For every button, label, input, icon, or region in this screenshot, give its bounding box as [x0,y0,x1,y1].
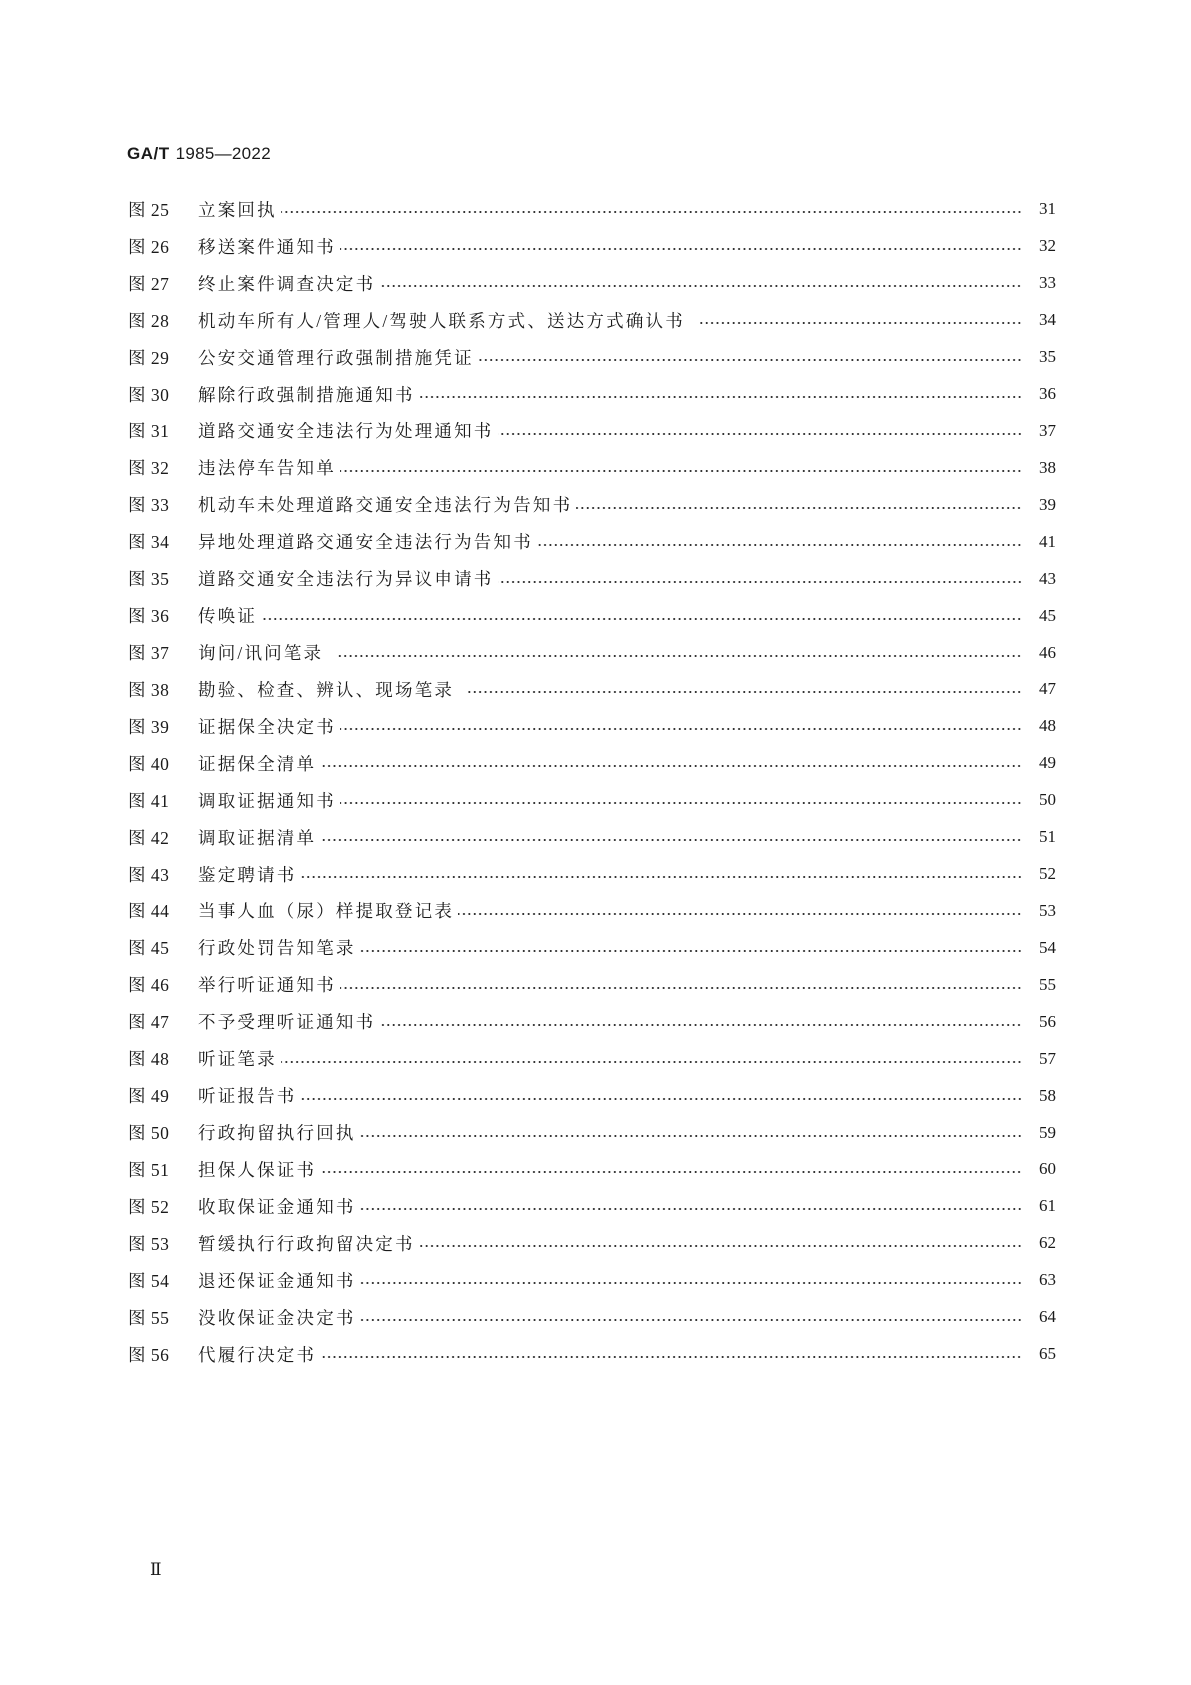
figure-title: 询问/讯问笔录 [198,643,324,664]
figure-title: 退还保证金通知书 [198,1270,356,1291]
figure-label: 图 29 [128,347,170,368]
figure-label: 图 26 [128,236,170,257]
dot-leader [360,1204,1022,1214]
toc-entry[interactable] [128,1151,1056,1188]
figure-title: 机动车未处理道路交通安全违法行为告知书 [198,495,573,516]
figure-title: 收取保证金通知书 [198,1196,356,1217]
figure-title: 听证笔录 [198,1049,277,1070]
dot-leader [537,540,1022,550]
figure-label: 图 39 [128,716,170,737]
figure-list [128,191,1056,1373]
figure-label: 图 25 [128,199,170,220]
figure-title: 不予受理听证通知书 [198,1012,376,1033]
toc-entry[interactable] [128,1040,1056,1077]
figure-title: 调取证据通知书 [198,790,336,811]
figure-label: 图 44 [128,901,170,922]
toc-entry[interactable] [128,1262,1056,1299]
figure-page-number: 33 [1039,273,1056,293]
figure-page-number: 38 [1039,457,1056,477]
figure-label: 图 38 [128,679,170,700]
dot-leader [320,1167,1022,1177]
toc-entry[interactable] [128,966,1056,1003]
toc-entry[interactable] [128,1077,1056,1114]
toc-entry[interactable] [128,1003,1056,1040]
figure-label: 图 41 [128,790,170,811]
figure-label: 图 51 [128,1159,170,1180]
figure-page-number: 54 [1039,937,1056,957]
figure-label: 图 54 [128,1270,170,1291]
figure-page-number: 41 [1039,531,1056,551]
dot-leader [301,872,1023,882]
toc-entry[interactable] [128,929,1056,966]
figure-page-number: 58 [1039,1085,1056,1105]
figure-title: 当事人血（尿）样提取登记表 [198,901,455,922]
dot-leader [337,651,1022,661]
dot-leader [699,318,1022,328]
figure-page-number: 55 [1039,974,1056,994]
figure-label: 图 42 [128,827,170,848]
dot-leader [320,761,1022,771]
figure-page-number: 60 [1039,1159,1056,1179]
figure-label: 图 27 [128,273,170,294]
dot-leader [340,724,1022,734]
dot-leader [379,1020,1022,1030]
toc-entry[interactable] [128,745,1056,782]
dot-leader [498,577,1023,587]
dot-leader [498,429,1023,439]
dot-leader [261,614,1022,624]
figure-page-number: 56 [1039,1011,1056,1031]
dot-leader [340,244,1022,254]
dot-leader [320,1352,1022,1362]
figure-title: 举行听证通知书 [198,975,336,996]
figure-label: 图 30 [128,384,170,405]
figure-label: 图 35 [128,569,170,590]
standard-code: GA/T [127,144,170,163]
dot-leader [419,1241,1022,1251]
figure-label: 图 28 [128,310,170,331]
figure-label: 图 40 [128,753,170,774]
figure-title: 终止案件调查决定书 [198,273,376,294]
toc-entry[interactable] [128,782,1056,819]
toc-entry[interactable] [128,1336,1056,1373]
figure-label: 图 46 [128,975,170,996]
figure-title: 行政拘留执行回执 [198,1123,356,1143]
toc-entry[interactable] [128,413,1056,450]
figure-label: 图 52 [128,1196,170,1217]
figure-title: 暂缓执行行政拘留决定书 [198,1233,415,1254]
figure-title: 解除行政强制措施通知书 [198,384,415,405]
figure-label: 图 50 [128,1123,170,1143]
standard-number: 1985—2022 [175,144,271,163]
dot-leader [360,946,1022,956]
figure-title: 没收保证金决定书 [198,1307,356,1328]
dot-leader [340,983,1022,993]
dot-leader [458,909,1022,919]
figure-title: 行政处罚告知笔录 [198,938,356,959]
figure-page-number: 62 [1039,1233,1056,1253]
figure-title: 勘验、检查、辨认、现场笔录 [198,679,455,700]
figure-page-number: 35 [1039,347,1056,367]
toc-entry[interactable] [128,449,1056,486]
figure-title: 立案回执 [198,199,277,220]
toc-entry[interactable] [128,1299,1056,1336]
figure-page-number: 57 [1039,1048,1056,1068]
figure-label: 图 55 [128,1307,170,1328]
figure-label: 图 37 [128,643,170,664]
figure-page-number: 43 [1039,568,1056,588]
dot-leader [360,1315,1022,1325]
figure-page-number: 47 [1039,679,1056,699]
dot-leader [419,392,1022,402]
figure-label: 图 36 [128,606,170,627]
toc-entry[interactable] [128,486,1056,523]
figure-title: 道路交通安全违法行为异议申请书 [198,569,494,590]
figure-title: 证据保全决定书 [198,716,336,737]
figure-label: 图 32 [128,458,170,479]
toc-entry[interactable] [128,228,1056,265]
figure-page-number: 31 [1039,199,1056,219]
figure-page-number: 39 [1039,494,1056,514]
toc-entry[interactable] [128,1188,1056,1225]
figure-title: 代履行决定书 [198,1344,317,1365]
figure-label: 图 53 [128,1233,170,1254]
toc-entry[interactable] [128,1114,1056,1151]
figure-page-number: 50 [1039,790,1056,810]
figure-title: 机动车所有人/管理人/驾驶人联系方式、送达方式确认书 [198,310,685,331]
figure-page-number: 64 [1039,1307,1056,1327]
dot-leader [360,1131,1022,1141]
dot-leader [340,466,1022,476]
dot-leader [379,281,1022,291]
figure-title: 公安交通管理行政强制措施凭证 [198,347,474,368]
figure-label: 图 47 [128,1012,170,1033]
toc-entry[interactable] [128,265,1056,302]
figure-title: 调取证据清单 [198,827,317,848]
figure-page-number: 51 [1039,827,1056,847]
figure-page-number: 36 [1039,384,1056,404]
figure-page-number: 63 [1039,1270,1056,1290]
figure-page-number: 59 [1039,1122,1056,1142]
dot-leader [320,835,1022,845]
document-header [127,142,271,166]
toc-entry[interactable] [128,1225,1056,1262]
figure-label: 图 45 [128,938,170,959]
figure-page-number: 45 [1039,605,1056,625]
figure-title: 违法停车告知单 [198,458,336,479]
figure-page-number: 53 [1039,900,1056,920]
figure-label: 图 34 [128,532,170,553]
figure-title: 传唤证 [198,606,258,627]
figure-label: 图 49 [128,1086,170,1107]
figure-title: 移送案件通知书 [198,236,336,257]
dot-leader [360,1278,1022,1288]
toc-entry[interactable] [128,819,1056,856]
toc-entry[interactable] [128,708,1056,745]
figure-label: 图 48 [128,1049,170,1070]
toc-entry[interactable] [128,671,1056,708]
figure-page-number: 46 [1039,642,1056,662]
dot-leader [340,798,1022,808]
figure-title: 证据保全清单 [198,753,317,774]
figure-title: 听证报告书 [198,1086,297,1107]
toc-entry[interactable] [128,339,1056,376]
figure-page-number: 37 [1039,420,1056,440]
figure-page-number: 32 [1039,236,1056,256]
toc-entry[interactable] [128,597,1056,634]
figure-page-number: 48 [1039,716,1056,736]
figure-page-number: 34 [1039,310,1056,330]
figure-page-number: 49 [1039,753,1056,773]
figure-title: 鉴定聘请书 [198,864,297,885]
figure-title: 担保人保证书 [198,1159,317,1180]
toc-entry[interactable] [128,302,1056,339]
figure-label: 图 56 [128,1344,170,1365]
figure-label: 图 33 [128,495,170,516]
page-number: Ⅱ [150,1560,162,1579]
figure-page-number: 65 [1039,1344,1056,1364]
figure-title: 异地处理道路交通安全违法行为告知书 [198,532,533,553]
toc-entry[interactable] [128,856,1056,893]
toc-entry[interactable] [128,523,1056,560]
toc-entry[interactable] [128,191,1056,228]
figure-label: 图 43 [128,864,170,885]
figure-page-number: 61 [1039,1196,1056,1216]
toc-entry[interactable] [128,560,1056,597]
dot-leader [281,1057,1022,1067]
dot-leader [478,355,1022,365]
dot-leader [281,207,1022,217]
toc-entry[interactable] [128,376,1056,413]
dot-leader [576,503,1022,513]
dot-leader [468,687,1022,697]
figure-label: 图 31 [128,421,170,442]
toc-entry[interactable] [128,893,1056,930]
dot-leader [301,1094,1023,1104]
figure-page-number: 52 [1039,864,1056,884]
toc-entry[interactable] [128,634,1056,671]
figure-title: 道路交通安全违法行为处理通知书 [198,421,494,442]
